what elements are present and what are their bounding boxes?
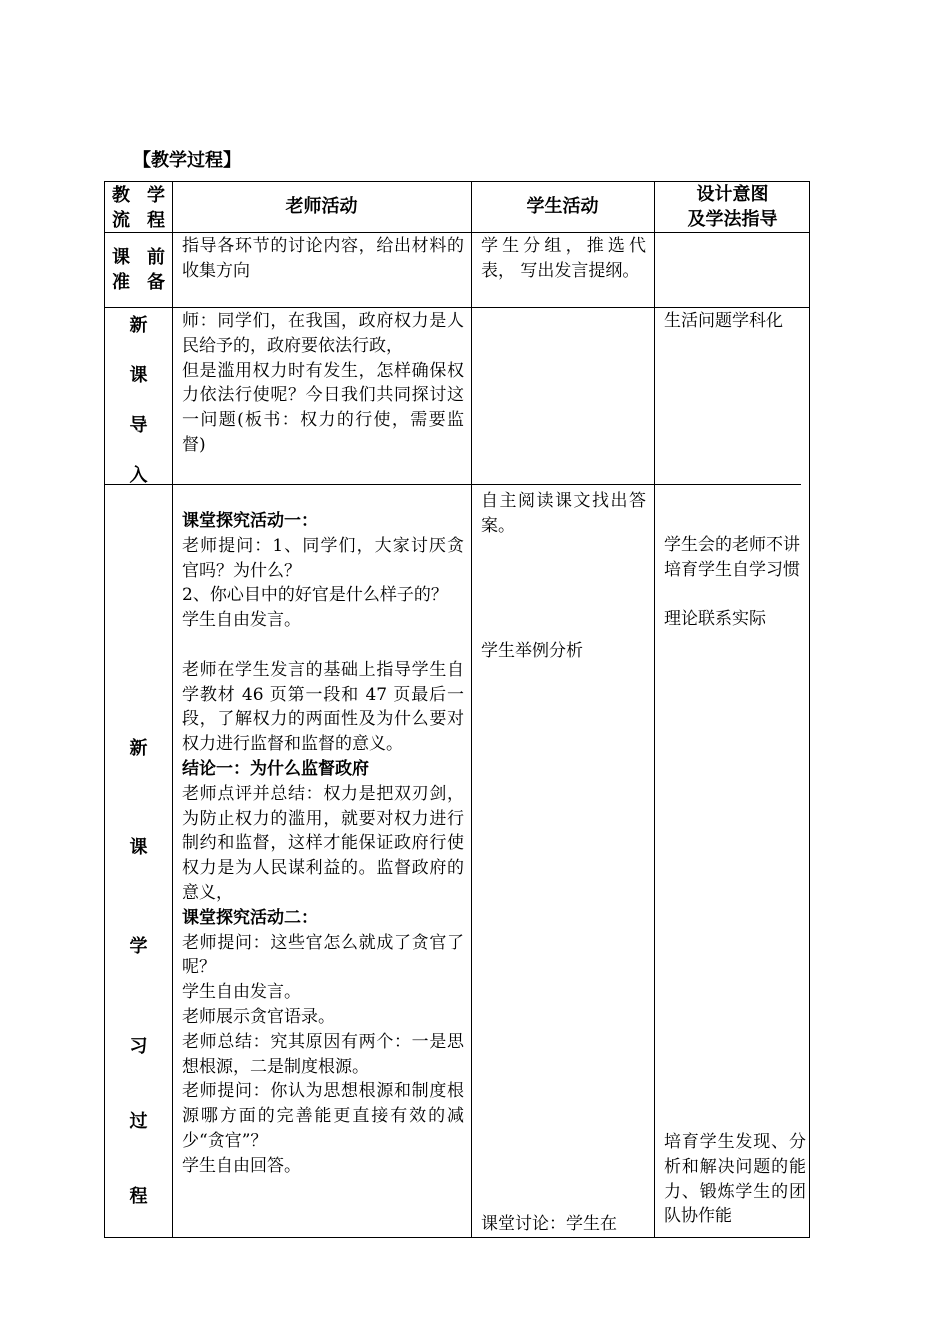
row-divider: [105, 484, 801, 485]
activity-one-title: 课堂探究活动一：: [182, 511, 318, 531]
intro-design-text: 生活问题学科化: [664, 311, 783, 331]
intro-teacher-text: 师：同学们，在我国，政府权力是人民给予的，政府要依法行政， 但是滥用权力时有发生，怎样确保权力依法行使呢？今日我们共同探讨这一问题(板书：权力的行使，需要监督): [182, 311, 464, 455]
stage-intro-char: 导: [129, 415, 148, 436]
column-divider: [471, 182, 472, 1237]
prep-student-text: 学生分组，推选代表， 写出发言提纲。: [481, 236, 646, 281]
header-flow: 教 学 流 程: [112, 185, 165, 231]
header-student: 学生活动: [526, 196, 599, 217]
learning-student-example: 学生举例分析: [481, 641, 583, 661]
conclusion-one: 结论一：为什么监督政府: [182, 758, 369, 779]
stage-learning-char: 习: [129, 1036, 148, 1057]
stage-learning-char: 新: [129, 738, 148, 759]
learning-teacher-text: 课堂探究活动一： 老师提问：1、同学们，大家讨厌贪官吗？为什么？ 2、你心目中的好官是什么样子的？ 学生自由发言。 老师在学生发言的基础上指导学生自学教材 46 页第一段和 47 页最后一段，了解权力的两面性及为什么要对权力进行监督和监督的意义。 结论一：为什么监督政府 老师点评并总结：权力是把双刃剑，为防止权力的滥用，就要对权力进行制约和监督，这样才能保证政府行使权力是为人民谋利益的。监督政府的意义， 课堂探究活动二： 老师提问：这些官怎么就成了贪官了呢？ 学生自由发言。 老师展示贪官语录。 老师总结：究其原因有两个：一是思想根源，二是制度根源。 老师提问：你认为思想根源和制度根源哪方面的完善能更直接有效的减少“贪官”？ 学生自由回答。: [182, 511, 464, 1176]
stage-learning-char: 程: [129, 1186, 148, 1207]
stage-learning-char: 课: [129, 837, 148, 858]
activity-two-title: 课堂探究活动二：: [182, 907, 318, 928]
teaching-process-table: [104, 181, 810, 1238]
row-divider: [105, 307, 809, 308]
learning-design-text: 学生会的老师不讲 培育学生自学习惯 理论联系实际: [664, 535, 800, 630]
learning-student-discuss: 课堂讨论：学生在: [481, 1214, 617, 1234]
stage-intro-char: 入: [129, 465, 148, 486]
stage-intro-char: 新: [129, 315, 148, 336]
learning-design-ability: 培育学生发现、分析和解决问题的能力、锻炼学生的团队协作能: [664, 1132, 806, 1227]
learning-student-read: 自主阅读课文找出答案。: [481, 491, 646, 536]
stage-prep: 课 前 准 备: [112, 247, 165, 293]
stage-learning-char: 过: [129, 1111, 148, 1132]
section-heading: 【教学过程】: [133, 150, 241, 171]
stage-learning-char: 学: [129, 936, 148, 957]
header-design: 设计意图 及学法指导: [687, 184, 778, 230]
header-teacher: 老师活动: [285, 196, 358, 217]
column-divider: [172, 182, 173, 1237]
prep-teacher-text: 指导各环节的讨论内容，给出材料的收集方向: [182, 236, 464, 281]
column-divider: [654, 182, 655, 1237]
stage-intro-char: 课: [129, 365, 148, 386]
